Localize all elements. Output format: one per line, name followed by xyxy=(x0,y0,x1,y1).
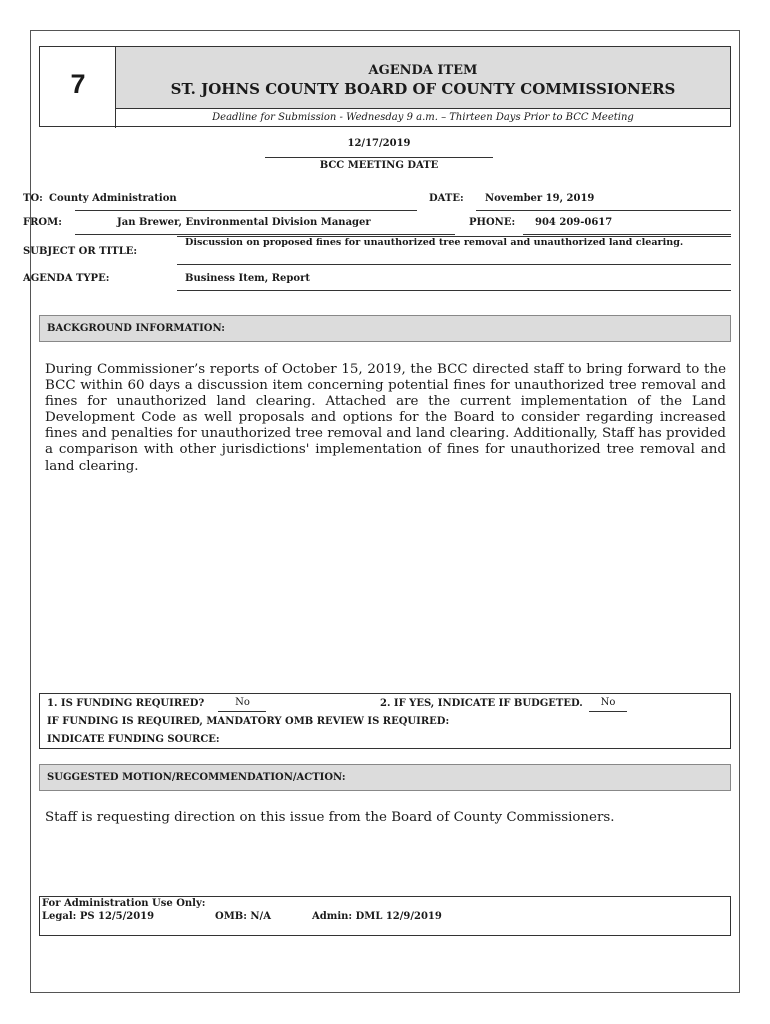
meeting-date: 12/17/2019 xyxy=(347,138,411,149)
date-underline xyxy=(476,210,731,211)
agenda-type-value: Business Item, Report xyxy=(185,273,310,284)
header-title-line2: ST. JOHNS COUNTY BOARD OF COUNTY COMMISSIONERS xyxy=(170,80,676,98)
admin-use-heading: For Administration Use Only: xyxy=(42,898,206,909)
admin-approval: Admin: DML 12/9/2019 xyxy=(312,911,442,922)
meeting-date-label: BCC MEETING DATE xyxy=(319,160,439,171)
phone-label: PHONE: xyxy=(469,217,516,228)
funding-required-label: 1. IS FUNDING REQUIRED? xyxy=(47,698,205,709)
date-value: November 19, 2019 xyxy=(485,193,595,204)
subject-label: SUBJECT OR TITLE: xyxy=(23,246,138,257)
to-label: TO: xyxy=(23,193,43,204)
legal-approval: Legal: PS 12/5/2019 xyxy=(42,911,155,922)
item-number: 7 xyxy=(70,69,86,99)
header-title-line1: AGENDA ITEM xyxy=(368,63,478,78)
subject-value: Discussion on proposed fines for unauthorized tree removal and unauthorized land clearing. xyxy=(185,237,684,248)
agenda-form-page xyxy=(23,30,740,993)
omb-review-label: IF FUNDING IS REQUIRED, MANDATORY OMB REVIEW IS REQUIRED: xyxy=(47,716,450,727)
subject-underline xyxy=(177,264,731,265)
funding-required-underline xyxy=(218,711,266,712)
budgeted-label: 2. IF YES, INDICATE IF BUDGETED. xyxy=(380,698,583,709)
agenda-header xyxy=(39,46,731,127)
funding-box xyxy=(39,693,731,749)
phone-value: 904 209-0617 xyxy=(535,217,613,228)
from-value: Jan Brewer, Environmental Division Manager xyxy=(117,217,371,228)
from-label: FROM: xyxy=(23,217,62,228)
to-underline xyxy=(75,210,417,211)
budgeted-underline xyxy=(589,711,627,712)
date-label: DATE: xyxy=(429,193,464,204)
motion-text: Staff is requesting direction on this issue from the Board of County Commissioners. xyxy=(45,810,615,825)
agenda-type-underline xyxy=(177,290,731,291)
budgeted-value: No xyxy=(600,697,616,708)
item-number-cell xyxy=(40,47,116,128)
agenda-type-label: AGENDA TYPE: xyxy=(23,273,110,284)
from-underline xyxy=(75,234,455,235)
background-heading-bar xyxy=(39,315,731,342)
funding-required-value: No xyxy=(235,697,250,708)
submission-deadline: Deadline for Submission - Wednesday 9 a.m. – Thirteen Days Prior to BCC Meeting xyxy=(212,112,634,123)
subject-top-rule xyxy=(177,236,731,237)
header-title-band xyxy=(116,47,730,109)
admin-use-box xyxy=(39,896,731,936)
motion-heading: SUGGESTED MOTION/RECOMMENDATION/ACTION: xyxy=(47,772,346,783)
meeting-date-underline xyxy=(265,157,493,158)
motion-heading-bar xyxy=(39,764,731,791)
to-value: County Administration xyxy=(49,193,177,204)
phone-underline xyxy=(523,234,731,235)
funding-source-label: INDICATE FUNDING SOURCE: xyxy=(47,734,220,745)
background-heading: BACKGROUND INFORMATION: xyxy=(47,323,225,334)
background-text: During Commissioner’s reports of October 15, 2019, the BCC directed staff to bring forward to the BCC within 60 days a discussion item concerning potential fines for unauthorized tree removal and fines for unauthorized land clearing. Attached are the current implementation of the Land Development Code as well proposals and options for the Board to consider regarding increased fines and penalties for unauthorized tree removal and land clearing. Additionally, Staff has provided a comparison with other jurisdictions' implementation of fines for unauthorized tree removal and land clearing. xyxy=(45,362,726,474)
omb-approval: OMB: N/A xyxy=(215,911,271,922)
